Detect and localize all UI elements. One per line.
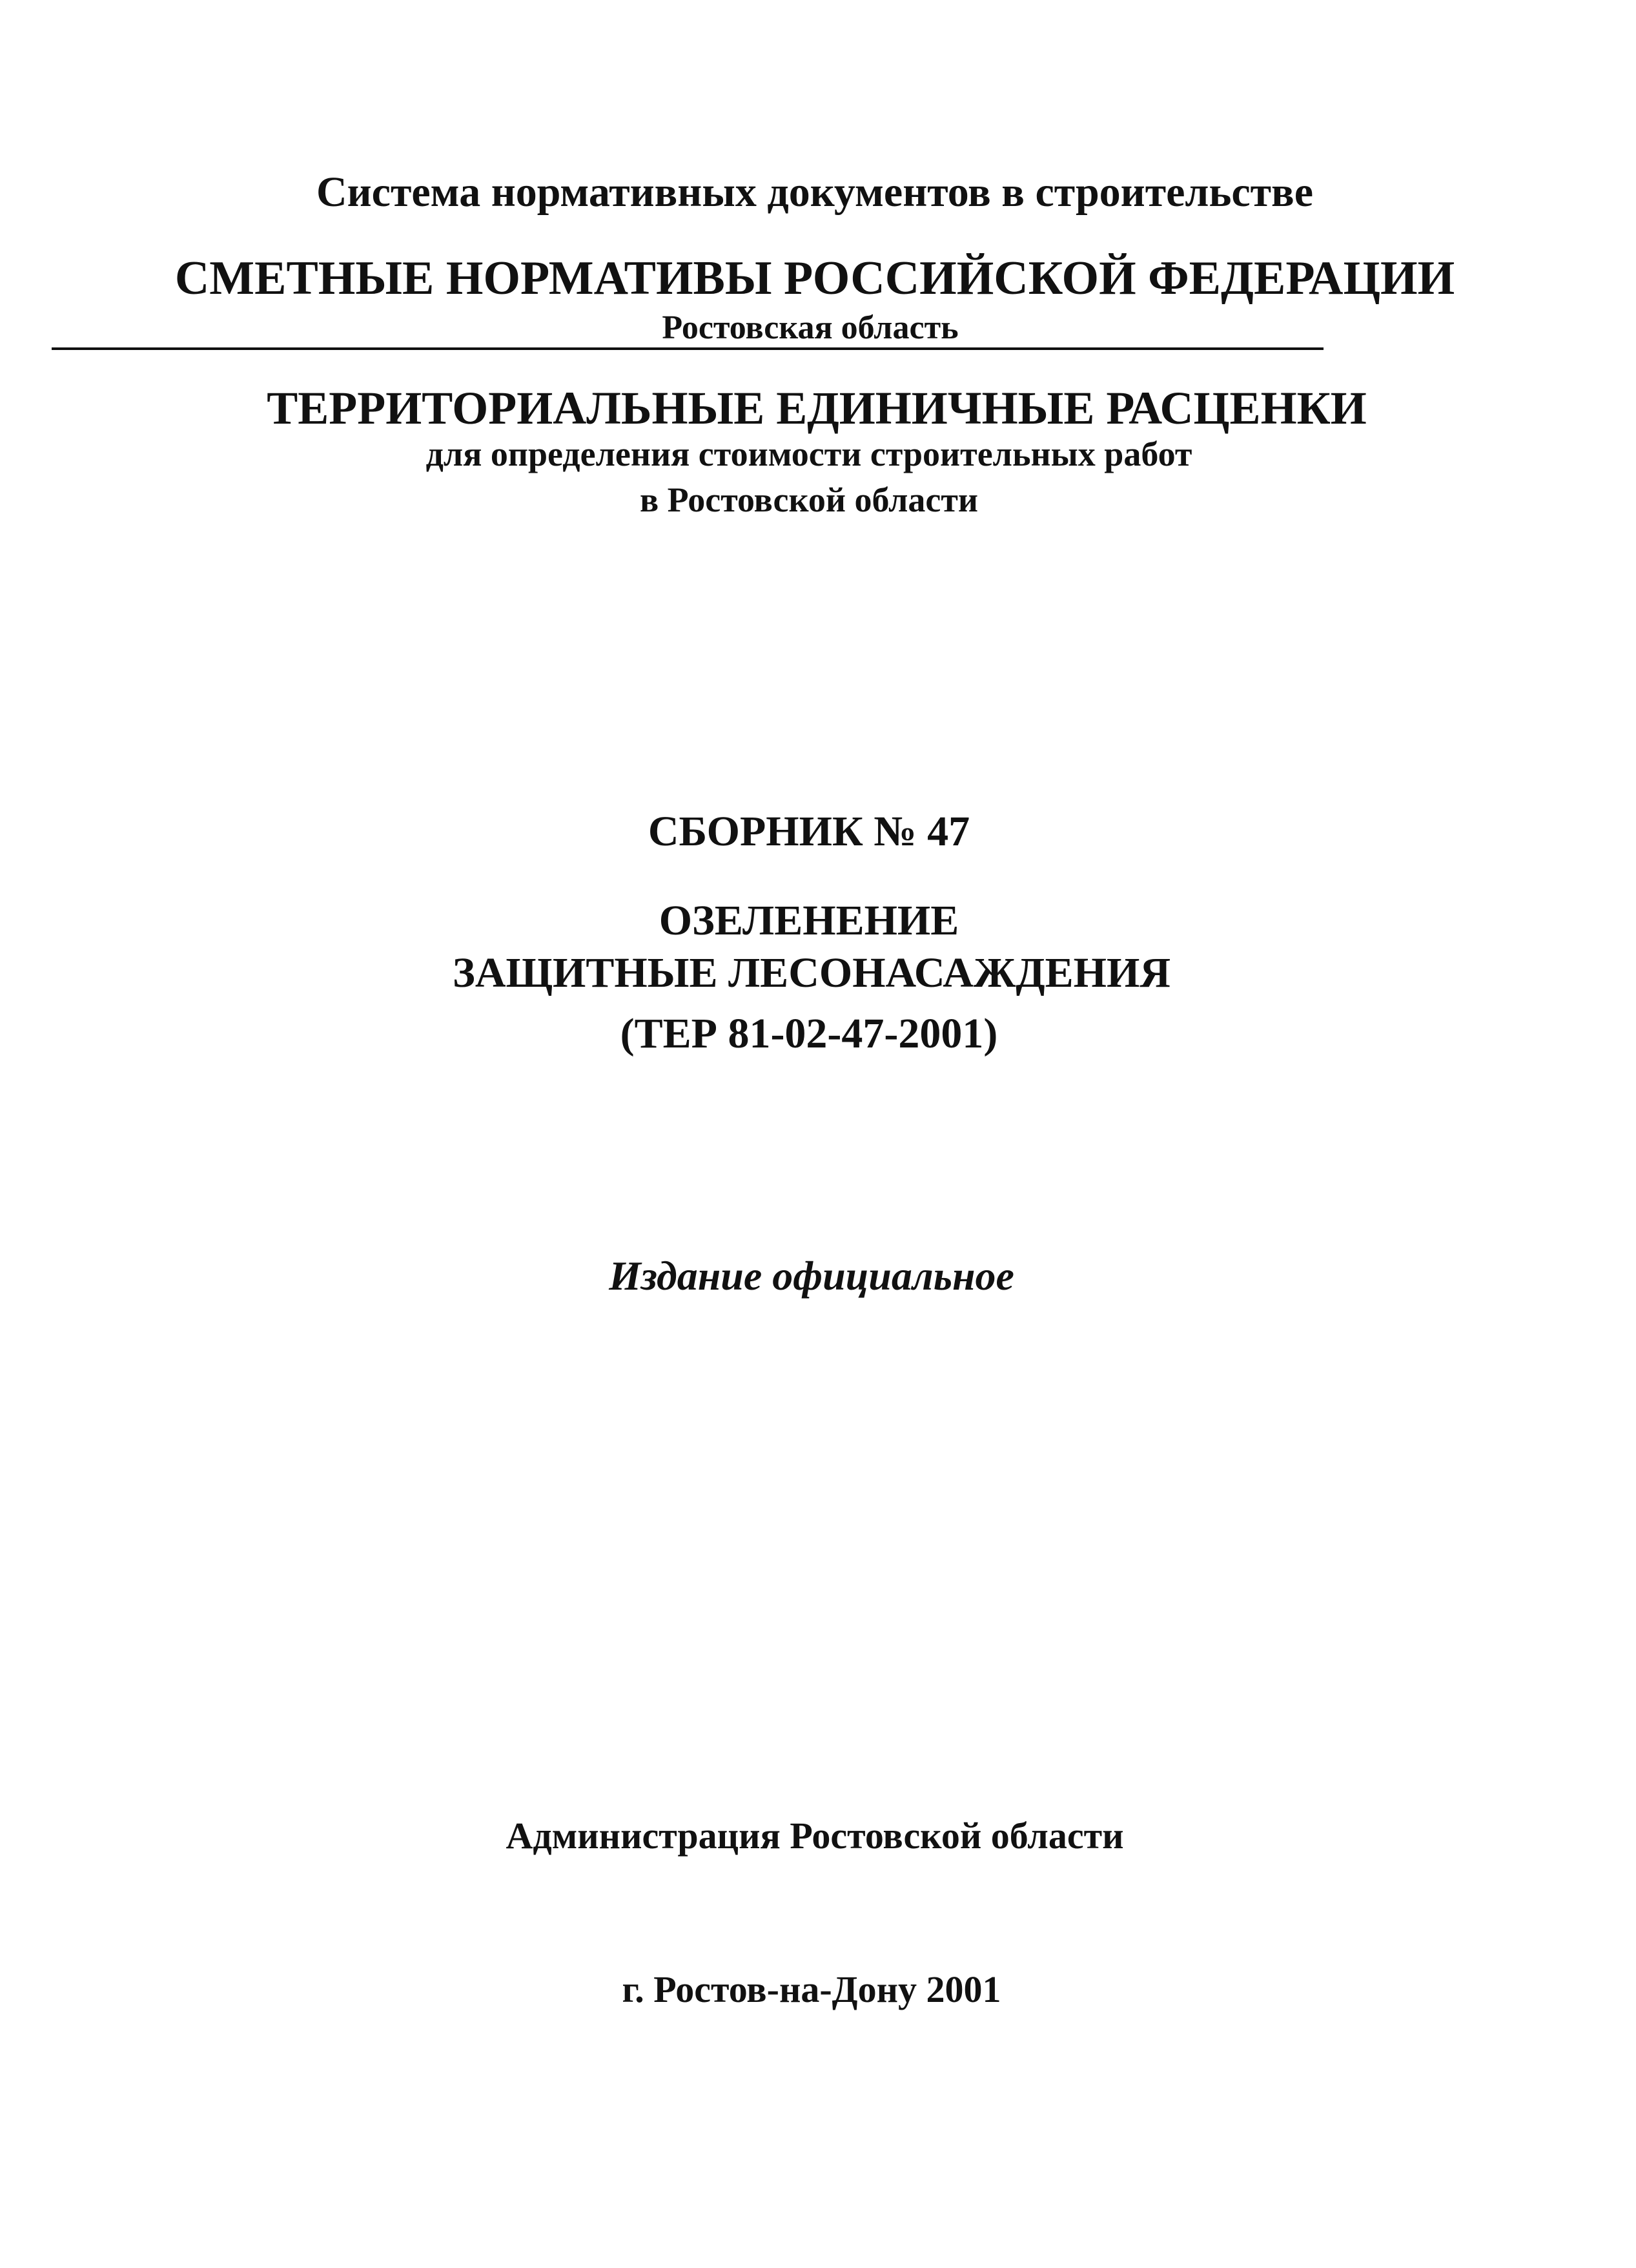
edition-note: Издание официальное: [609, 1253, 1014, 1299]
collection-name-line-1: ОЗЕЛЕНЕНИЕ: [659, 897, 959, 944]
document-subtitle-line-1: для определения стоимости строительных работ: [425, 435, 1192, 473]
region-label: Ростовская область: [662, 309, 959, 346]
system-heading: Система нормативных документов в строительстве: [316, 169, 1313, 216]
collection-name-line-2: ЗАЩИТНЫЕ ЛЕСОНАСАЖДЕНИЯ: [453, 949, 1171, 996]
imprint: г. Ростов-на-Дону 2001: [622, 1968, 1001, 2010]
document-title: ТЕРРИТОРИАЛЬНЫЕ ЕДИНИЧНЫЕ РАСЦЕНКИ: [267, 382, 1367, 434]
publisher: Администрация Ростовской области: [506, 1815, 1124, 1857]
collection-code: (ТЕР 81-02-47-2001): [620, 1010, 998, 1057]
standards-heading: СМЕТНЫЕ НОРМАТИВЫ РОССИЙСКОЙ ФЕДЕРАЦИИ: [174, 252, 1455, 305]
collection-number: СБОРНИК № 47: [648, 808, 970, 855]
document-subtitle-line-2: в Ростовской области: [639, 480, 979, 519]
header-divider: [52, 347, 1324, 350]
